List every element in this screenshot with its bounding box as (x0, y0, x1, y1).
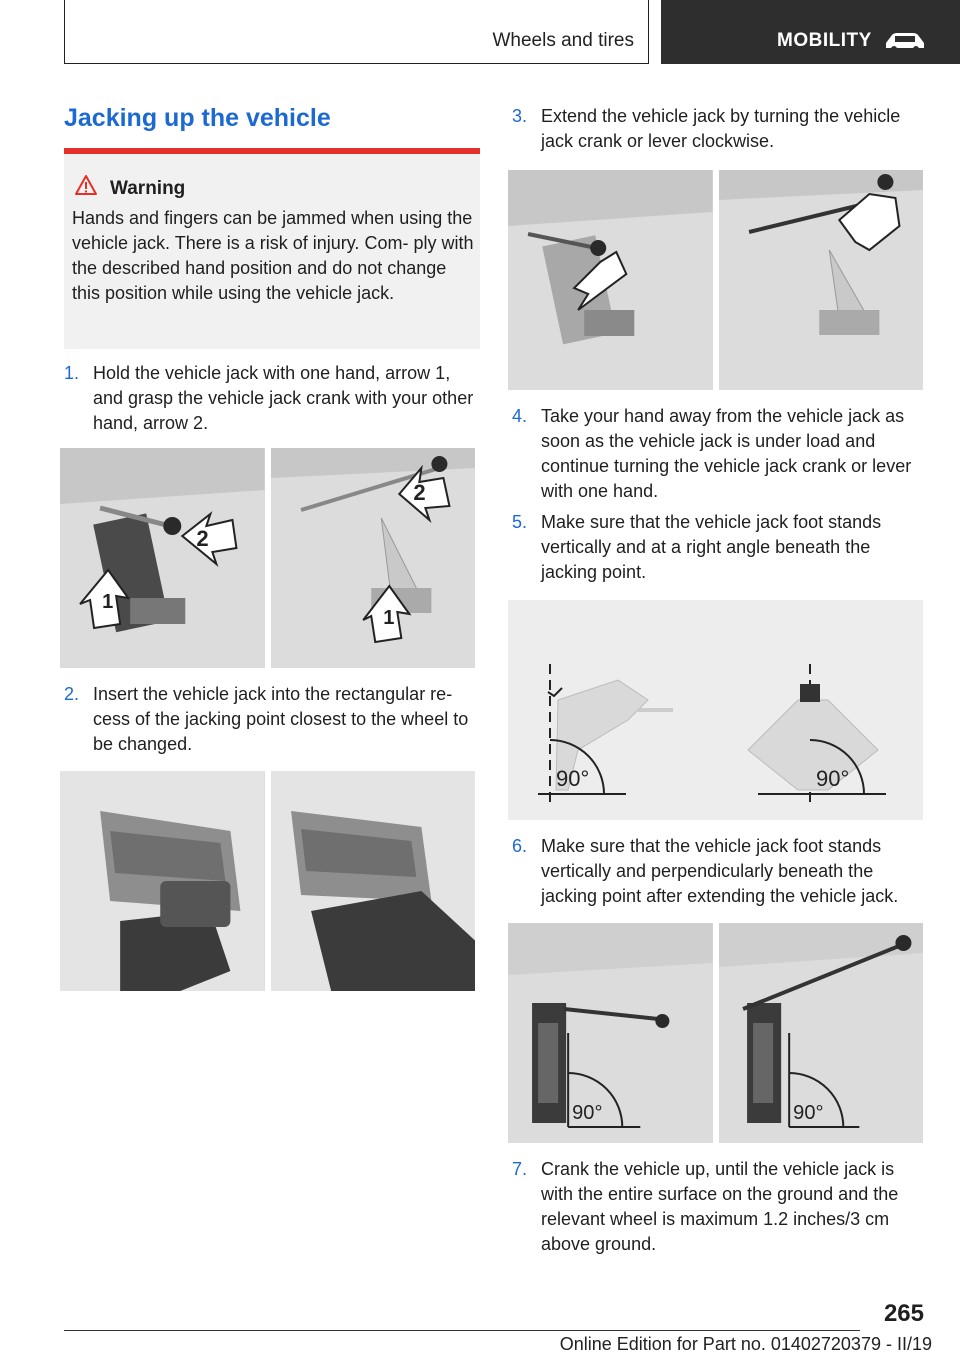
arrow-label: 2 (412, 480, 426, 505)
figure-jack-hold (60, 448, 475, 668)
step-text: Make sure that the vehicle jack foot stands vertically and perpendicularly beneath the jacking point after extending the vehicle jack. (541, 836, 899, 906)
header-tab-label: MOBILITY (777, 30, 872, 51)
step-text: Crank the vehicle up, until the vehicle jack is with the entire surface on the ground and the relevant wheel is maximum 1.2 inches/3 cm above ground. (541, 1159, 899, 1254)
header-section-box (64, 0, 649, 64)
step-number: 3. (512, 106, 528, 126)
step-text: Extend the vehicle jack by turning the vehicle jack crank or lever clockwise. (541, 106, 901, 151)
arrow-label: 1 (382, 607, 394, 629)
figure-jacking-point (60, 771, 475, 991)
step-6 (512, 834, 926, 914)
figure-jack-perpendicular-left (508, 923, 713, 1143)
figure-jack-hold-left (60, 448, 265, 668)
step-text: Take your hand away from the vehicle jack as soon as the vehicle jack is under load and continue turning the vehicle jack crank or lever with one hand. (541, 406, 912, 501)
step-2 (64, 682, 480, 762)
warning-text: Hands and fingers can be jammed when using the vehicle jack. There is a risk of injury. Com- ply with the described hand position and do not change this position while using the vehicle jack. (72, 208, 474, 303)
arrow-label: 2 (196, 526, 209, 551)
figure-jacking-point-right (271, 771, 476, 991)
arrow-label: 1 (102, 591, 114, 613)
figure-jack-extend (508, 170, 923, 390)
warning-triangle-icon (74, 174, 98, 196)
footer-edition: Online Edition for Part no. 01402720379 - II/19 (559, 1334, 932, 1354)
car-icon (883, 30, 927, 52)
step-4 (512, 404, 926, 509)
figure-jack-extend-right (719, 170, 924, 390)
step-5 (512, 510, 926, 590)
step-7 (512, 1157, 926, 1262)
step-text: Insert the vehicle jack into the rectangular re- cess of the jacking point closest to the wheel to be changed. (93, 684, 469, 754)
page-title: Jacking up the vehicle (64, 104, 331, 132)
figure-jack-extend-left (508, 170, 713, 390)
step-number: 2. (64, 684, 80, 704)
page-number: 265 (883, 1300, 924, 1327)
figure-right-angle (508, 600, 923, 820)
angle-label: 90° (792, 1102, 823, 1124)
step-1 (64, 361, 480, 441)
step-3 (512, 104, 926, 158)
angle-label: 90° (556, 766, 590, 791)
step-number: 5. (512, 512, 528, 532)
header-section-title: Wheels and tires (492, 30, 634, 51)
figure-right-angle-diagram (508, 600, 923, 820)
step-number: 1. (64, 363, 80, 383)
figure-jack-perpendicular (508, 923, 923, 1143)
figure-jack-perpendicular-right (719, 923, 924, 1143)
header-tab[interactable] (661, 0, 960, 64)
warning-title: Warning (110, 178, 186, 199)
footer-divider (64, 1330, 860, 1331)
step-text: Hold the vehicle jack with one hand, arrow 1, and grasp the vehicle jack crank with your other hand, arrow 2. (93, 363, 474, 433)
figure-jacking-point-left (60, 771, 265, 991)
figure-jack-hold-right (271, 448, 476, 668)
step-number: 6. (512, 836, 528, 856)
step-number: 7. (512, 1159, 528, 1179)
angle-label: 90° (572, 1102, 603, 1124)
step-text: Make sure that the vehicle jack foot stands vertically and at a right angle beneath the jacking point. (541, 512, 882, 582)
angle-label: 90° (816, 766, 850, 791)
warning-box (64, 148, 480, 349)
step-number: 4. (512, 406, 528, 426)
